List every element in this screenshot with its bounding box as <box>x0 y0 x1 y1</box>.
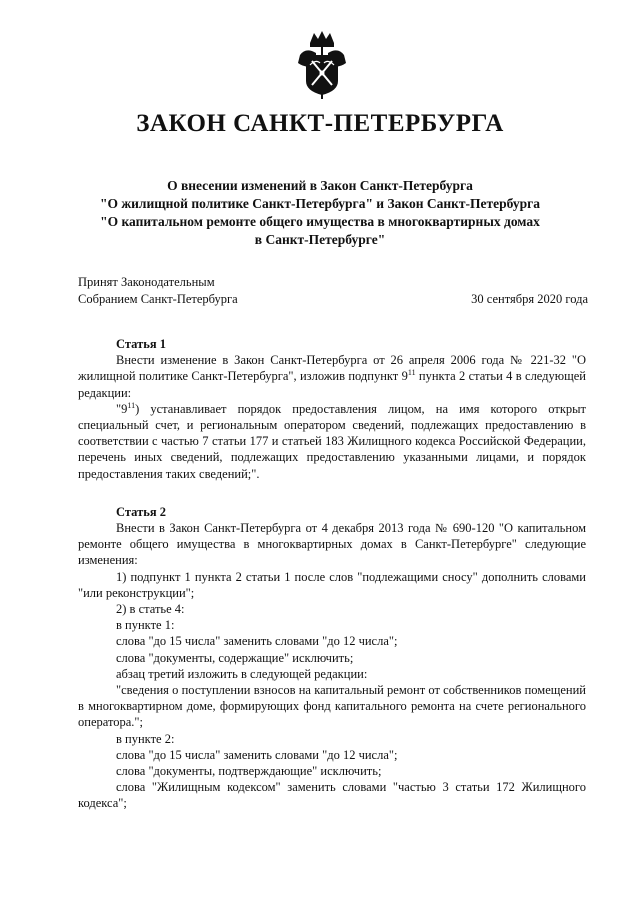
article-2-item: "сведения о поступлении взносов на капитальный ремонт от собственников помещений в многоквартирном доме, формирующих фонд капитального ремонта на счете регионального оператора."; <box>78 683 586 730</box>
article-2-item: в пункте 1: <box>116 618 175 633</box>
adoption-block <box>78 274 588 308</box>
adoption-line: Собранием Санкт-Петербурга <box>78 292 238 306</box>
adoption-date: 30 сентября 2020 года <box>471 292 588 306</box>
law-subtitle <box>60 177 580 249</box>
adoption-line: Принят Законодательным <box>78 275 215 289</box>
document-body <box>78 336 586 812</box>
article-1-intro: Внести изменение в Закон Санкт-Петербурга от 26 апреля 2006 года № 221-32 "О жилищной политике Санкт-Петербурга", изложив подпункт $9^{11}$ пункта 2 статьи 4 в следующей редакции: <box>78 353 586 400</box>
subtitle-line: О внесении изменений в Закон Санкт-Петербурга <box>167 178 473 193</box>
article-1-heading: Статья 1 <box>116 337 166 351</box>
superscript: 11 <box>407 368 416 378</box>
article-2-item: 2) в статье 4: <box>116 602 185 617</box>
subtitle-line: в Санкт-Петербурге" <box>254 232 386 247</box>
law-title: ЗАКОН САНКТ-ПЕТЕРБУРГА <box>136 110 504 137</box>
article-1-quote: "$9^{11}$) устанавливает порядок предоставления лицом, на имя которого открыт специальный счет, и региональным оператором сведений, подлежащих предоставлению в соответствии с частью 7 статьи 177 и статьей 183 Жилищного кодекса Российской Федерации, перечень иных сведений, подлежащих предоставлению указанными лицами, и порядок предоставления таких сведений;". <box>78 400 586 481</box>
coat-of-arms-emblem <box>296 29 348 99</box>
article-2-item: слова "до 15 числа" заменить словами "до 12 числа"; <box>116 634 398 649</box>
article-2-item: в пункте 2: <box>116 731 175 746</box>
article-2-item: слова "до 15 числа" заменить словами "до 12 числа"; <box>116 747 398 762</box>
subtitle-line: "О капитальном ремонте общего имущества в многоквартирных домах <box>100 214 540 229</box>
article-2-item: слова "документы, содержащие" исключить; <box>116 650 354 665</box>
article-2-item: абзац третий изложить в следующей редакции: <box>116 666 368 681</box>
article-2-item: слова "документы, подтверждающие" исключить; <box>116 764 382 779</box>
superscript: 11 <box>127 400 136 410</box>
article-2-heading: Статья 2 <box>116 504 166 519</box>
article-2-intro: Внести в Закон Санкт-Петербурга от 4 декабря 2013 года № 690-120 "О капитальном ремонте общего имущества в многоквартирных домах в Санкт-Петербурге" следующие изменения: <box>78 521 586 568</box>
article-2-item: слова "Жилищным кодексом" заменить словами "частью 3 статьи 172 Жилищного кодекса"; <box>78 780 586 811</box>
subtitle-line: "О жилищной политике Санкт-Петербурга" и Закон Санкт-Петербурга <box>99 196 541 211</box>
article-2-item: 1) подпункт 1 пункта 2 статьи 1 после слов "подлежащими сносу" дополнить словами "или реконструкции"; <box>78 569 586 600</box>
